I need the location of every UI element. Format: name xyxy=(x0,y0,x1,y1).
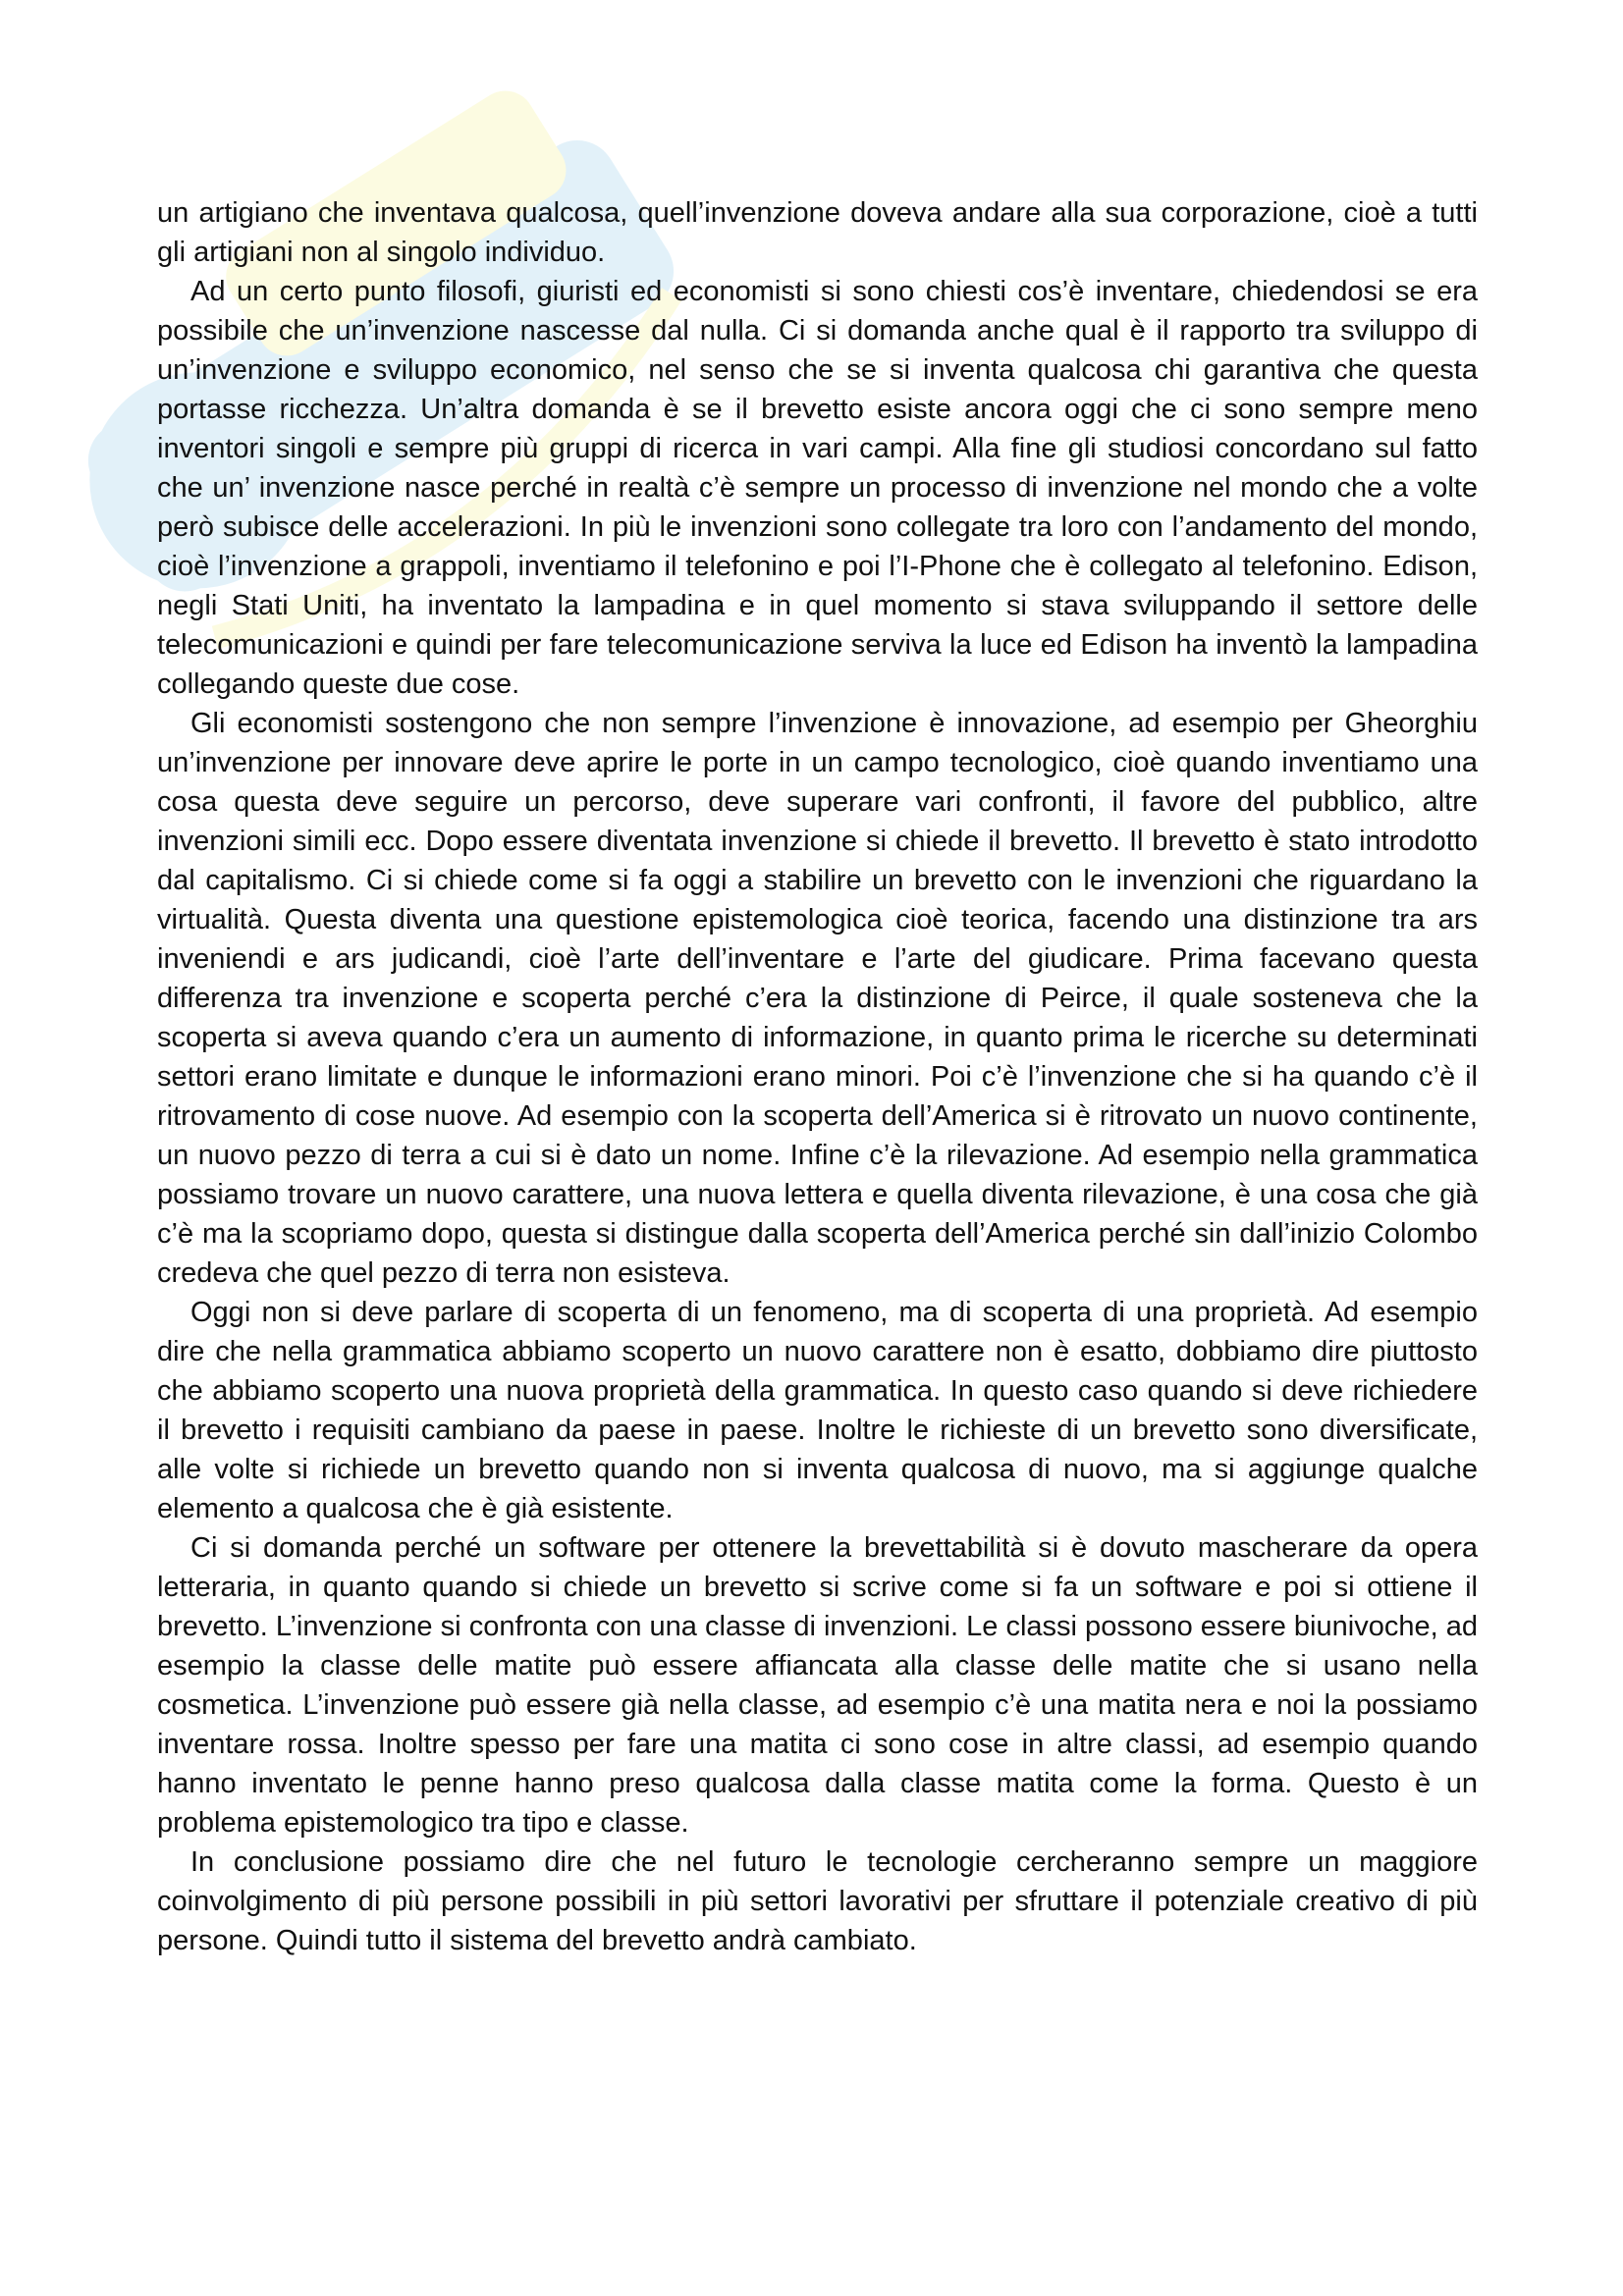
paragraph-1: un artigiano che inventava qualcosa, quell’invenzione doveva andare alla sua corporazione, cioè a tutti gli artigiani non al singolo individuo. xyxy=(157,197,1478,268)
paragraph-3: Gli economisti sostengono che non sempre l’invenzione è innovazione, ad esempio per Gheorghiu un’invenzione per innovare deve aprire le porte in un campo tecnologico, cioè quando inventiamo una cosa questa deve seguire un percorso, deve superare vari confronti, il favore del pubblico, altre invenzioni simili ecc. Dopo essere diventata invenzione si chiede il brevetto. Il brevetto è stato introdotto dal capitalismo. Ci si chiede come si fa oggi a stabilire un brevetto con le invenzioni che riguardano la virtualità. Questa diventa una questione epistemologica cioè teorica, facendo una distinzione tra ars inveniendi e ars judicandi, cioè l’arte dell’inventare e l’arte del giudicare. Prima facevano questa differenza tra invenzione e scoperta perché c’era la distinzione di Peirce, il quale sosteneva che la scoperta si aveva quando c’era un aumento di informazione, in quanto prima le ricerche su determinati settori erano limitate e dunque le informazioni erano minori. Poi c’è l’invenzione che si ha quando c’è il ritrovamento di cose nuove. Ad esempio con la scoperta dell’America si è ritrovato un nuovo continente, un nuovo pezzo di terra a cui si è dato un nome. Infine c’è la rilevazione. Ad esempio nella grammatica possiamo trovare un nuovo carattere, una nuova lettera e quella diventa rilevazione, è una cosa che già c’è ma la scopriamo dopo, questa si distingue dalla scoperta dell’America perché sin dall’inizio Colombo credeva che quel pezzo di terra non esisteva. xyxy=(157,708,1478,1289)
paragraph-6: In conclusione possiamo dire che nel futuro le tecnologie cercheranno sempre un maggiore coinvolgimento di più persone possibili in più settori lavorativi per sfruttare il potenziale creativo di più persone. Quindi tutto il sistema del brevetto andrà cambiato. xyxy=(157,1846,1478,1956)
document-body xyxy=(157,193,1478,1960)
paragraph-5: Ci si domanda perché un software per ottenere la brevettabilità si è dovuto mascherare da opera letteraria, in quanto quando si chiede un brevetto si scrive come si fa un software e poi si ottiene il brevetto. L’invenzione si confronta con una classe di invenzioni. Le classi possono essere biunivoche, ad esempio la classe delle matite può essere affiancata alla classe delle matite che si usano nella cosmetica. L’invenzione può essere già nella classe, ad esempio c’è una matita nera e noi la possiamo inventare rossa. Inoltre spesso per fare una matita ci sono cose in altre classi, ad esempio quando hanno inventato le penne hanno preso qualcosa dalla classe matita come la forma. Questo è un problema epistemologico tra tipo e classe. xyxy=(157,1532,1478,1839)
paragraph-2: Ad un certo punto filosofi, giuristi ed economisti si sono chiesti cos’è inventare, chiedendosi se era possibile che un’invenzione nascesse dal nulla. Ci si domanda anche qual è il rapporto tra sviluppo di un’invenzione e sviluppo economico, nel senso che se si inventa qualcosa chi garantiva che questa portasse ricchezza. Un’altra domanda è se il brevetto esiste ancora oggi che ci sono sempre meno inventori singoli e sempre più gruppi di ricerca in vari campi. Alla fine gli studiosi concordano sul fatto che un’ invenzione nasce perché in realtà c’è sempre un processo di invenzione nel mondo che a volte però subisce delle accelerazioni. In più le invenzioni sono collegate tra loro con l’andamento del mondo, cioè l’invenzione a grappoli, inventiamo il telefonino e poi l’I-Phone che è collegato al telefonino. Edison, negli Stati Uniti, ha inventato la lampadina e in quel momento si stava sviluppando il settore delle telecomunicazioni e quindi per fare telecomunicazione serviva la luce ed Edison ha inventò la lampadina collegando queste due cose. xyxy=(157,276,1478,700)
paragraph-4: Oggi non si deve parlare di scoperta di un fenomeno, ma di scoperta di una proprietà. Ad esempio dire che nella grammatica abbiamo scoperto un nuovo carattere non è esatto, dobbiamo dire piuttosto che abbiamo scoperto una nuova proprietà della grammatica. In questo caso quando si deve richiedere il brevetto i requisiti cambiano da paese in paese. Inoltre le richieste di un brevetto sono diversificate, alle volte si richiede un brevetto quando non si inventa qualcosa di nuovo, ma si aggiunge qualche elemento a qualcosa che è già esistente. xyxy=(157,1297,1478,1524)
